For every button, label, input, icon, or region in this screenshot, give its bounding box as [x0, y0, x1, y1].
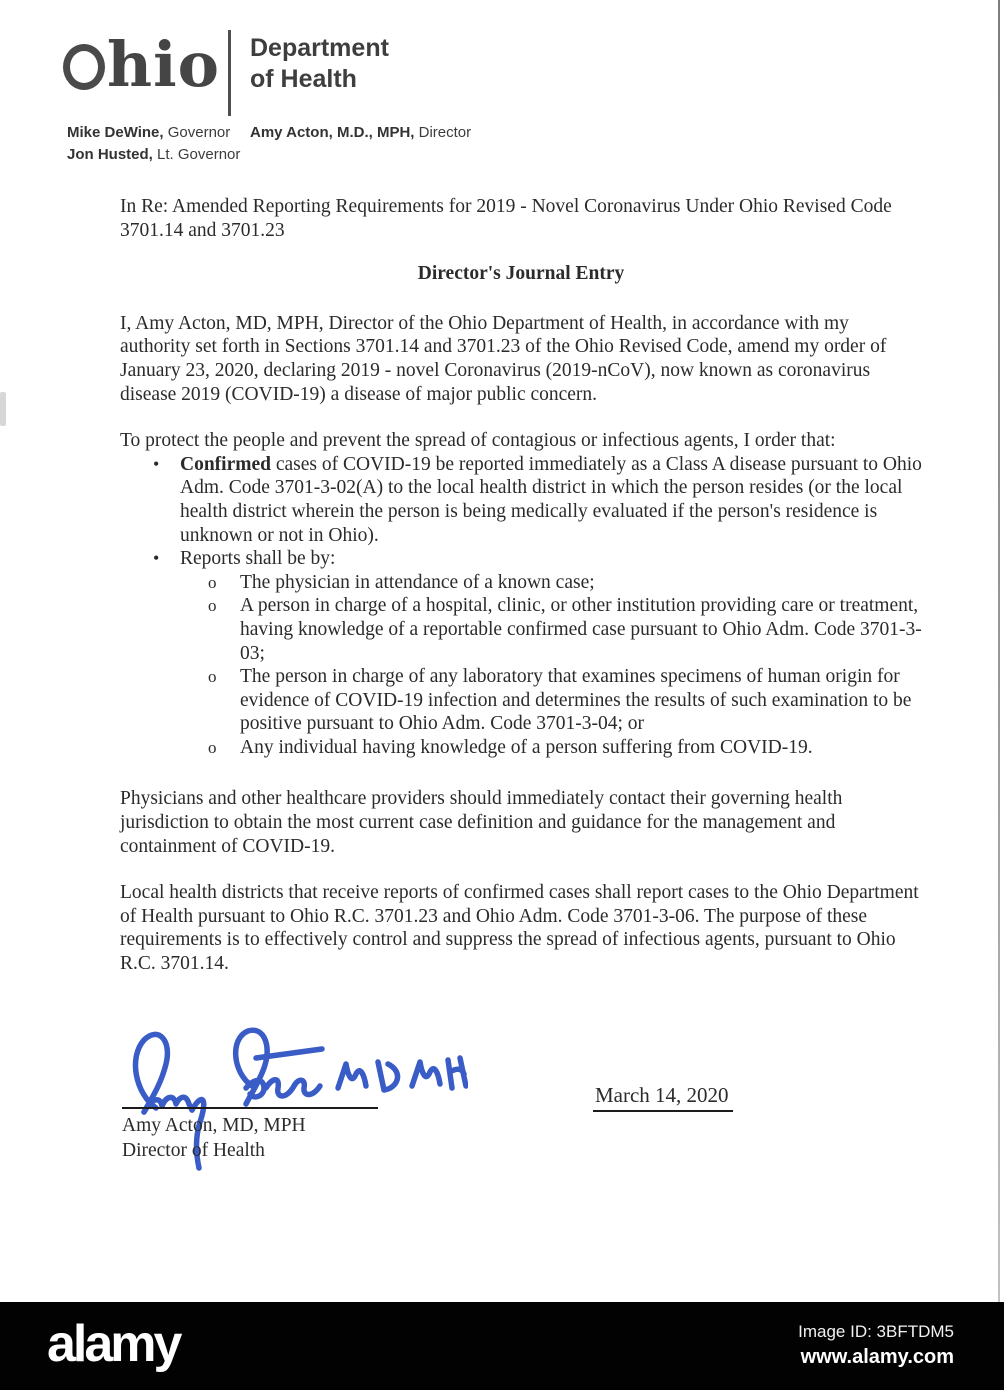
letter-body	[120, 195, 922, 999]
sub-bullet-laboratory	[120, 665, 922, 736]
ohio-logo	[63, 28, 220, 101]
scan-edge-line	[998, 0, 1000, 1302]
bullet-confirmed-rest: cases of COVID-19 be reported immediately as a Class A disease pursuant to Ohio Adm. Code 3701-3-02(A) to the local health district in which the person resides (or the local health district wherein the person is being medically evaluated if the person's residence is unknown or not in Ohio).	[180, 453, 922, 546]
circle-bullet-icon: o	[208, 737, 217, 757]
department-line1: Department	[250, 34, 389, 62]
sub-bullet-institution	[120, 594, 922, 665]
department-line2: of Health	[250, 65, 357, 93]
signer-block	[122, 1113, 306, 1163]
alamy-url: www.alamy.com	[800, 1346, 954, 1368]
ohio-logo-text: hio	[107, 28, 220, 101]
bullet-confirmed-cases	[120, 453, 922, 547]
lt-governor-title: Lt. Governor	[152, 146, 241, 163]
paragraph-declaration: I, Amy Acton, MD, MPH, Director of the Ohio Department of Health, in accordance with my authority set forth in Sections 3701.14 and 3701.23 of the Ohio Revised Code, amend my order of January 23, 2020, declaring 2019 - novel Coronavirus (2019-nCoV), now known as coronavirus disease 2019 (COVID-19) a disease of major public concern.	[120, 312, 887, 405]
signature-line	[122, 1107, 378, 1109]
bullet-reports-label: Reports shall be by:	[180, 548, 336, 570]
department-name	[250, 33, 389, 95]
director-title: Director	[414, 124, 472, 141]
bullet-confirmed-bold: Confirmed	[180, 453, 271, 475]
image-id-label: Image ID: 3BFTDM5	[798, 1322, 954, 1341]
circle-bullet-icon: o	[208, 667, 217, 687]
logo-divider	[228, 30, 231, 116]
officials-right	[250, 122, 471, 144]
sub-bullet-text: The person in charge of any laboratory that examines specimens of human origin for evidence of COVID-19 infection and determines the results of such examination to be positive pursuant to Ohio Adm. Code 3701-3-04; or	[240, 666, 912, 735]
governor-title: Governor	[163, 124, 231, 141]
circle-bullet-icon: o	[208, 572, 217, 592]
sub-bullet-text: A person in charge of a hospital, clinic, or other institution providing care or treatment, having knowledge of a reportable confirmed case pursuant to Ohio Adm. Code 3701-3-03;	[240, 595, 922, 664]
paragraph-physicians: Physicians and other healthcare providers should immediately contact their governing health jurisdiction to obtain the most current case definition and guidance for the management and containment of COVID-19.	[120, 788, 843, 857]
alamy-logo: alamy	[47, 1315, 180, 1373]
director-line	[250, 122, 471, 144]
circle-bullet-icon: o	[208, 596, 217, 616]
signer-name: Amy Acton, MD, MPH	[122, 1115, 306, 1136]
alamy-info	[798, 1320, 954, 1370]
director-name: Amy Acton, M.D., MPH,	[250, 124, 415, 141]
bullet-reports	[120, 547, 922, 571]
ohio-logo-o-ring	[63, 44, 105, 90]
lt-governor-line	[67, 144, 240, 166]
sub-bullet-individual	[120, 736, 922, 760]
signer-title: Director of Health	[122, 1140, 265, 1161]
sub-bullet-physician	[120, 571, 922, 595]
bullet-icon: •	[153, 453, 160, 474]
officials-left	[67, 122, 240, 166]
journal-entry-title: Director's Journal Entry	[417, 263, 625, 285]
sub-bullet-text: The physician in attendance of a known case;	[240, 571, 595, 593]
governor-name: Mike DeWine,	[67, 124, 164, 141]
sub-bullet-text: Any individual having knowledge of a person suffering from COVID-19.	[240, 736, 813, 758]
paragraph-order-intro: To protect the people and prevent the spread of contagious or infectious agents, I order that:	[120, 430, 836, 452]
bullet-icon: •	[153, 548, 160, 569]
subject-line: In Re: Amended Reporting Requirements for 2019 - Novel Coronavirus Under Ohio Revised Code 3701.14 and 3701.23	[120, 196, 892, 241]
paragraph-local-health: Local health districts that receive reports of confirmed cases shall report cases to the Ohio Department of Health pursuant to Ohio R.C. 3701.23 and Ohio Adm. Code 3701-3-06. The purpose of these requirements is to effectively control and suppress the spread of infectious agents, pursuant to Ohio R.C. 3701.14.	[120, 882, 919, 975]
date-field: March 14, 2020	[593, 1083, 733, 1112]
lt-governor-name: Jon Husted,	[67, 146, 153, 163]
alamy-watermark-bar	[0, 1302, 1004, 1390]
scan-artifact	[0, 392, 6, 426]
governor-line	[67, 122, 240, 144]
